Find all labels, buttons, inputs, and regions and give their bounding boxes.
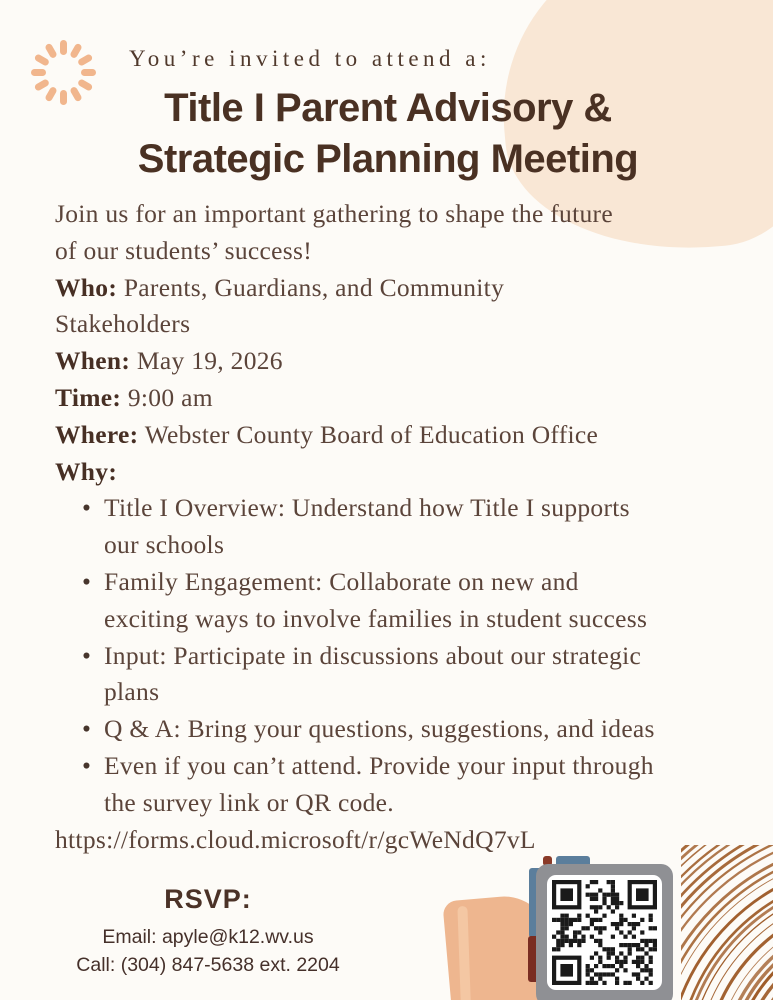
list-item <box>55 564 735 601</box>
field-value: Parents, Guardians, and Community <box>123 272 505 302</box>
intro-line: Join us for an important gathering to shape the future <box>55 199 613 228</box>
list-item-cont: exciting ways to involve families in student success <box>104 603 648 633</box>
list-item-cont: plans <box>104 677 160 707</box>
field-label: Why: <box>55 456 118 486</box>
qr-code-inner <box>547 875 662 990</box>
list-item-text: Even if you can’t attend. Provide your input through <box>104 750 654 780</box>
field-label: Where: <box>55 419 139 449</box>
field-why <box>55 454 735 491</box>
field-who-cont: Stakeholders <box>55 309 191 339</box>
field-where <box>55 417 735 454</box>
list-item-text: Input: Participate in discussions about our strategic <box>104 640 642 670</box>
list-item <box>55 711 735 748</box>
bullet-dot: • <box>82 714 92 744</box>
field-who <box>55 270 735 307</box>
bullet-dot: • <box>82 640 92 670</box>
page-title-line1: Title I Parent Advisory & <box>164 86 612 130</box>
list-item-text: Family Engagement: Collaborate on new and <box>104 566 579 596</box>
rsvp-email: Email: apyle@k12.wv.us <box>102 926 314 948</box>
list-item <box>55 748 735 785</box>
rsvp-phone: Call: (304) 847-5638 ext. 2204 <box>76 953 340 976</box>
list-item-text: Title I Overview: Understand how Title I supports <box>104 493 630 523</box>
intro-line: of our students’ success! <box>55 235 313 265</box>
field-label: When: <box>55 346 131 376</box>
field-label: Time: <box>55 382 122 412</box>
bullet-dot: • <box>82 566 92 596</box>
field-when <box>55 343 735 380</box>
field-value: 9:00 am <box>127 382 213 412</box>
qr-pattern <box>552 880 657 985</box>
flyer-body <box>55 196 735 858</box>
bullet-dot: • <box>82 750 92 780</box>
qr-code <box>536 864 673 1000</box>
list-item <box>55 638 735 675</box>
eyebrow-text: You’re invited to attend a: <box>129 46 491 71</box>
field-value: Webster County Board of Education Office <box>144 419 599 449</box>
page-title-line2: Strategic Planning Meeting <box>137 137 639 181</box>
page-title <box>25 83 751 185</box>
list-item-text: Q & A: Bring your questions, suggestions, and ideas <box>104 714 655 744</box>
survey-url: https://forms.cloud.microsoft/r/gcWeNdQ7vL <box>55 824 536 854</box>
rsvp-block <box>0 884 416 979</box>
field-time <box>55 380 735 417</box>
list-item-cont: the survey link or QR code. <box>104 787 394 817</box>
field-label: Who: <box>55 272 118 302</box>
bullet-dot: • <box>82 493 92 523</box>
field-value: May 19, 2026 <box>136 346 283 376</box>
rsvp-heading: RSVP: <box>164 884 252 914</box>
list-item <box>55 490 735 527</box>
list-item-cont: our schools <box>104 530 225 560</box>
arc-brush-strokes-icon <box>681 845 773 1000</box>
